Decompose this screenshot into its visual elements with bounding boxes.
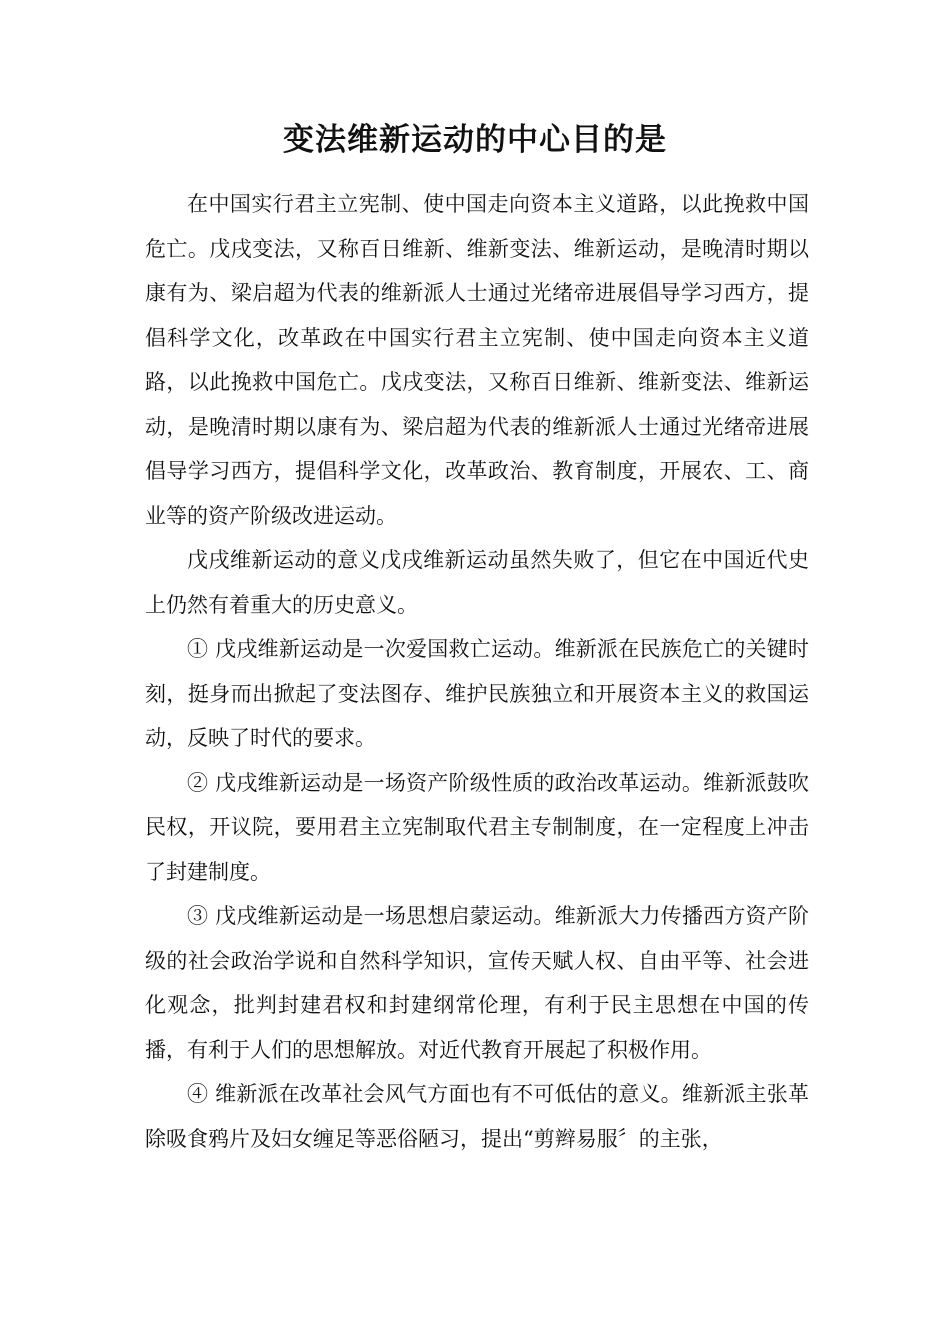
paragraph-5: ③ 戊戌维新运动是一场思想启蒙运动。维新派大力传播西方资产阶级的社会政治学说和自然科学知识，宣传天赋人权、自由平等、社会进化观念，批判封建君权和封建纲常伦理，有利于民主思想在中国的传播，有利于人们的思想解放。对近代教育开展起了积极作用。 — [145, 904, 809, 1062]
page-title: 变法维新运动的中心目的是 — [283, 122, 667, 158]
paragraph-3: ① 戊戌维新运动是一次爱国救亡运动。维新派在民族危亡的关键时刻，挺身而出掀起了变法图存、维护民族独立和开展资本主义的救国运动，反映了时代的要求。 — [145, 637, 809, 750]
paragraph-6: ④ 维新派在改革社会风气方面也有不可低估的意义。维新派主张革除吸食鸦片及妇女缠足等恶俗陋习，提出“剪辫易服〞的主张， — [145, 1082, 809, 1151]
document-body — [145, 182, 809, 1161]
paragraph-2: 戊戌维新运动的意义戊戌维新运动虽然失败了，但它在中国近代史上仍然有着重大的历史意义。 — [145, 548, 809, 617]
paragraph-1: 在中国实行君主立宪制、使中国走向资本主义道路，以此挽救中国危亡。戊戌变法，又称百日维新、维新变法、维新运动，是晚清时期以康有为、梁启超为代表的维新派人士通过光绪帝进展倡导学习西方，提倡科学文化，改革政在中国实行君主立宪制、使中国走向资本主义道路，以此挽救中国危亡。戊戌变法，又称百日维新、维新变法、维新运动，是晚清时期以康有为、梁启超为代表的维新派人士通过光绪帝进展倡导学习西方，提倡科学文化，改革政治、教育制度，开展农、工、商业等的资产阶级改进运动。 — [145, 192, 809, 528]
paragraph-4: ② 戊戌维新运动是一场资产阶级性质的政治改革运动。维新派鼓吹民权，开议院，要用君主立宪制取代君主专制制度，在一定程度上冲击了封建制度。 — [145, 770, 809, 884]
